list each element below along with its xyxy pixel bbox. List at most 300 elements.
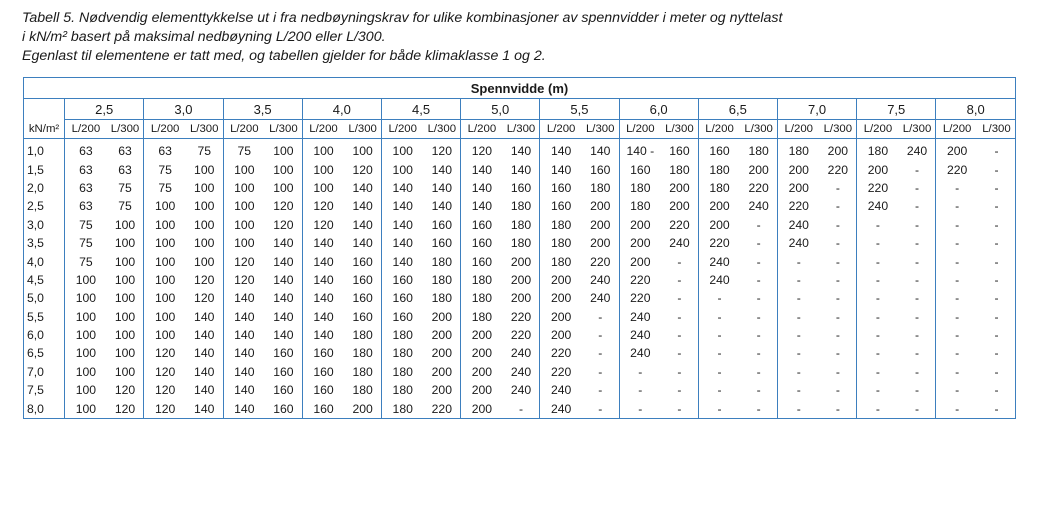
thickness-cell: 220 [503,308,540,326]
thickness-cell: 180 [619,197,661,215]
limit-l200-header: L/200 [302,120,344,139]
thickness-cell: - [698,344,740,362]
thickness-cell: 240 [857,197,899,215]
thickness-cell: - [661,271,698,289]
thickness-cell: 120 [302,216,344,234]
thickness-cell: 120 [344,160,381,178]
thickness-cell: 160 [344,252,381,270]
thickness-cell: 140 [381,216,423,234]
thickness-cell: - [698,308,740,326]
thickness-cell: - [857,234,899,252]
thickness-cell: - [899,234,936,252]
thickness-cell: 120 [265,216,302,234]
thickness-cell: 120 [144,399,186,418]
thickness-cell: 100 [265,139,302,161]
thickness-cell: 200 [461,363,503,381]
thickness-cell: - [777,252,819,270]
thickness-cell: 120 [144,344,186,362]
thickness-cell: 180 [381,363,423,381]
thickness-cell: 180 [857,139,899,161]
thickness-cell: - [936,308,978,326]
thickness-cell: 140 [223,308,265,326]
thickness-cell: 200 [344,399,381,418]
thickness-cell: - [936,252,978,270]
thickness-cell: 180 [540,234,582,252]
table-row [24,308,1016,326]
thickness-cell: 100 [107,216,144,234]
thickness-cell: - [582,381,619,399]
thickness-cell: 180 [503,197,540,215]
load-value: 5,5 [24,308,65,326]
thickness-cell: 100 [302,160,344,178]
thickness-cell: 160 [461,216,503,234]
thickness-cell: 200 [503,289,540,307]
limit-l200-header: L/200 [381,120,423,139]
thickness-cell: 140 [223,344,265,362]
thickness-cell: 160 [461,252,503,270]
thickness-cell: 63 [144,139,186,161]
thickness-cell: 140 [186,381,223,399]
thickness-cell: - [740,326,777,344]
thickness-cell: - [619,363,661,381]
thickness-cell: 160 [424,234,461,252]
thickness-cell: - [740,399,777,418]
table-row [24,344,1016,362]
thickness-cell: 75 [186,139,223,161]
thickness-cell: 180 [344,363,381,381]
load-value: 3,0 [24,216,65,234]
thickness-cell: 100 [381,160,423,178]
thickness-cell: - [777,326,819,344]
thickness-cell: 200 [461,344,503,362]
thickness-cell: 160 [619,160,661,178]
load-value: 3,5 [24,234,65,252]
limit-l200-header: L/200 [698,120,740,139]
thickness-cell: 200 [540,308,582,326]
thickness-cell: 180 [461,289,503,307]
thickness-cell: 63 [107,139,144,161]
thickness-cell: - [619,399,661,418]
thickness-cell: - [899,289,936,307]
thickness-cell: 160 [265,344,302,362]
thickness-cell: 180 [344,344,381,362]
thickness-cell: 180 [381,326,423,344]
table-row [24,381,1016,399]
thickness-cell: 140 [223,363,265,381]
thickness-cell: 140 [540,139,582,161]
thickness-cell: 160 [461,234,503,252]
thickness-cell: 240 [619,308,661,326]
thickness-cell: 100 [186,179,223,197]
thickness-cell: - [857,308,899,326]
thickness-cell: 200 [619,216,661,234]
limit-l300-header: L/300 [424,120,461,139]
table-row [24,289,1016,307]
thickness-cell: 200 [540,271,582,289]
thickness-cell: - [698,326,740,344]
thickness-cell: - [936,381,978,399]
thickness-cell: 240 [777,234,819,252]
thickness-cell: - [740,216,777,234]
thickness-cell: - [899,271,936,289]
thickness-cell: - [857,326,899,344]
thickness-cell: - [820,399,857,418]
thickness-cell: 63 [65,179,107,197]
thickness-cell: - [936,216,978,234]
thickness-cell: 140 [265,289,302,307]
span-value-header: 5,0 [461,99,540,120]
load-value: 6,0 [24,326,65,344]
thickness-cell: - [936,234,978,252]
thickness-cell: 140 [582,139,619,161]
thickness-cell: 180 [698,179,740,197]
thickness-cell: 240 [503,363,540,381]
thickness-cell: 63 [107,160,144,178]
thickness-cell: - [661,399,698,418]
thickness-cell: - [661,308,698,326]
thickness-cell: 100 [144,216,186,234]
thickness-cell: 100 [144,252,186,270]
thickness-cell: 220 [619,289,661,307]
load-value: 4,5 [24,271,65,289]
thickness-cell: - [857,252,899,270]
thickness-cell: 200 [424,308,461,326]
thickness-cell: 200 [661,197,698,215]
thickness-cell: 200 [503,252,540,270]
thickness-cell: 200 [461,381,503,399]
thickness-cell: 220 [540,363,582,381]
table-row [24,139,1016,161]
table-row [24,363,1016,381]
load-value: 2,0 [24,179,65,197]
thickness-cell: 160 [582,160,619,178]
thickness-cell: - [740,344,777,362]
thickness-cell: - [936,363,978,381]
thickness-cell: 140 [186,308,223,326]
thickness-cell: 200 [661,179,698,197]
span-value-header: 3,0 [144,99,223,120]
thickness-cell: 200 [582,234,619,252]
thickness-cell: 140 [461,160,503,178]
thickness-cell: - [978,344,1016,362]
thickness-cell: 140 [265,252,302,270]
thickness-cell: 220 [661,216,698,234]
thickness-cell: 120 [461,139,503,161]
thickness-cell: 120 [223,271,265,289]
thickness-cell: - [661,252,698,270]
thickness-cell: 100 [144,197,186,215]
thickness-cell: - [857,399,899,418]
thickness-cell: - [857,271,899,289]
thickness-cell: 100 [65,308,107,326]
thickness-cell: - [936,179,978,197]
span-header: Spennvidde (m) [24,78,1016,99]
thickness-cell: - [820,216,857,234]
limit-l200-header: L/200 [619,120,661,139]
table-row [24,326,1016,344]
thickness-cell: 100 [186,252,223,270]
thickness-cell: - [936,344,978,362]
thickness-cell: 140 [424,197,461,215]
thickness-cell: - [857,216,899,234]
thickness-cell: 140 [223,289,265,307]
thickness-cell: - [978,289,1016,307]
thickness-cell: - [582,326,619,344]
thickness-cell: - [978,179,1016,197]
thickness-cell: 140 [265,308,302,326]
thickness-cell: - [582,344,619,362]
thickness-cell: - [582,308,619,326]
span-value-header: 7,0 [777,99,856,120]
thickness-cell: 140 [381,179,423,197]
thickness-cell: 180 [381,399,423,418]
thickness-cell: 140 [186,399,223,418]
span-value-header: 8,0 [936,99,1016,120]
thickness-cell: 75 [65,252,107,270]
span-value-header: 6,0 [619,99,698,120]
load-value: 1,0 [24,139,65,161]
thickness-cell: 120 [302,197,344,215]
limit-l300-header: L/300 [186,120,223,139]
thickness-cell: - [582,399,619,418]
thickness-cell: 100 [65,271,107,289]
thickness-cell: 140 [540,160,582,178]
thickness-cell: - [820,234,857,252]
thickness-table [23,77,1016,419]
table-row [24,252,1016,270]
thickness-cell: - [978,234,1016,252]
limit-l200-header: L/200 [777,120,819,139]
thickness-cell: 140 [302,308,344,326]
limit-l200-header: L/200 [65,120,107,139]
table-row [24,271,1016,289]
thickness-cell: 120 [107,381,144,399]
thickness-cell: 180 [582,179,619,197]
limit-l300-header: L/300 [978,120,1016,139]
corner-cell [24,99,65,120]
load-value: 7,5 [24,381,65,399]
thickness-cell: - [740,271,777,289]
thickness-cell: 140 [302,234,344,252]
limit-l200-header: L/200 [223,120,265,139]
thickness-cell: - [978,197,1016,215]
thickness-cell: 180 [424,271,461,289]
thickness-cell: - [936,399,978,418]
thickness-cell: 160 [344,289,381,307]
thickness-cell: 180 [503,234,540,252]
load-value: 4,0 [24,252,65,270]
limit-l200-header: L/200 [144,120,186,139]
limit-l200-header: L/200 [936,120,978,139]
thickness-cell: 63 [65,197,107,215]
thickness-cell: 200 [936,139,978,161]
thickness-cell: 200 [857,160,899,178]
thickness-cell: - [899,252,936,270]
thickness-cell: - [936,289,978,307]
thickness-cell: 240 [540,381,582,399]
thickness-cell: 160 [381,289,423,307]
thickness-cell: 140 [265,326,302,344]
thickness-cell: 220 [740,179,777,197]
thickness-cell: - [978,139,1016,161]
thickness-cell: 100 [186,197,223,215]
thickness-cell: 160 [265,363,302,381]
thickness-cell: 160 [381,308,423,326]
thickness-cell: 180 [344,326,381,344]
thickness-cell: - [899,179,936,197]
span-value-header: 6,5 [698,99,777,120]
thickness-cell: 220 [503,326,540,344]
limit-l300-header: L/300 [899,120,936,139]
thickness-cell: - [777,289,819,307]
thickness-cell: - [698,381,740,399]
thickness-cell: 100 [302,139,344,161]
thickness-cell: 160 [344,308,381,326]
thickness-cell: 200 [540,326,582,344]
thickness-cell: 200 [582,216,619,234]
thickness-cell: 200 [582,197,619,215]
thickness-cell: 240 [503,344,540,362]
thickness-cell: - [820,197,857,215]
table-row [24,399,1016,418]
thickness-cell: - [857,289,899,307]
thickness-cell: - [740,234,777,252]
thickness-cell: 75 [107,179,144,197]
thickness-cell: - [899,197,936,215]
thickness-cell: 200 [424,344,461,362]
thickness-cell: - [740,363,777,381]
thickness-cell: 100 [144,289,186,307]
thickness-cell: - [661,326,698,344]
thickness-cell: 100 [65,326,107,344]
thickness-cell: 100 [223,216,265,234]
limit-l300-header: L/300 [661,120,698,139]
thickness-cell: 100 [107,271,144,289]
thickness-cell: - [698,399,740,418]
load-header: kN/m² [24,120,65,139]
thickness-cell: - [740,308,777,326]
thickness-cell: 160 [698,139,740,161]
limit-l300-header: L/300 [740,120,777,139]
thickness-cell: 100 [186,160,223,178]
thickness-cell: 240 [661,234,698,252]
thickness-cell: 160 [265,381,302,399]
thickness-cell: 100 [144,234,186,252]
caption-line-1: Tabell 5. Nødvendig elementtykkelse ut i fra nedbøyningskrav for ulike kombinasjoner av spennvidder i meter og nyttelast [22,10,783,26]
table-row [24,197,1016,215]
limit-l300-header: L/300 [344,120,381,139]
thickness-cell: 75 [144,160,186,178]
thickness-cell: 200 [740,160,777,178]
thickness-cell: - [820,363,857,381]
thickness-cell: - [899,344,936,362]
thickness-cell: - [899,381,936,399]
thickness-cell: 240 [698,252,740,270]
span-value-header: 2,5 [65,99,144,120]
thickness-cell: - [978,216,1016,234]
thickness-cell: - [777,271,819,289]
thickness-cell: 140 [461,197,503,215]
thickness-cell: - [661,289,698,307]
thickness-cell: 120 [107,399,144,418]
thickness-cell: 200 [619,234,661,252]
thickness-cell: 140 [302,252,344,270]
thickness-cell: - [820,271,857,289]
thickness-cell: 140 [223,381,265,399]
thickness-cell: 100 [65,381,107,399]
load-value: 5,0 [24,289,65,307]
thickness-cell: 100 [223,160,265,178]
thickness-cell: 180 [698,160,740,178]
thickness-cell: 140 [503,160,540,178]
thickness-cell: - [820,308,857,326]
thickness-cell: 220 [540,344,582,362]
thickness-cell: 240 [582,289,619,307]
thickness-cell: 140 [461,179,503,197]
thickness-cell: - [857,344,899,362]
thickness-cell: 200 [777,160,819,178]
thickness-cell: - [777,363,819,381]
thickness-cell: - [820,289,857,307]
thickness-cell: - [661,381,698,399]
thickness-cell: 180 [777,139,819,161]
thickness-cell: 240 [503,381,540,399]
thickness-cell: 240 [619,344,661,362]
thickness-cell: - [899,363,936,381]
thickness-cell: 160 [540,179,582,197]
limit-l300-header: L/300 [265,120,302,139]
caption-line-3: Egenlast til elementene er tatt med, og tabellen gjelder for både klimaklasse 1 og 2. [22,47,546,64]
thickness-cell: - [978,363,1016,381]
thickness-cell: 140 [344,179,381,197]
thickness-cell: 200 [461,326,503,344]
thickness-cell: 200 [698,197,740,215]
thickness-cell: - [503,399,540,418]
thickness-cell: - [698,363,740,381]
table-caption [22,9,1022,65]
thickness-cell: 120 [144,363,186,381]
thickness-cell: 75 [144,179,186,197]
thickness-cell: 100 [107,234,144,252]
thickness-cell: 100 [107,308,144,326]
span-value-header: 5,5 [540,99,619,120]
thickness-cell: 100 [186,216,223,234]
thickness-cell: 200 [424,381,461,399]
thickness-cell: 200 [424,363,461,381]
thickness-cell: 75 [107,197,144,215]
span-value-header: 4,0 [302,99,381,120]
thickness-cell: 160 [661,139,698,161]
thickness-cell: - [899,399,936,418]
thickness-cell: 240 [540,399,582,418]
thickness-cell: 120 [265,197,302,215]
thickness-cell: 100 [107,326,144,344]
thickness-cell: 100 [144,308,186,326]
thickness-cell: - [899,216,936,234]
thickness-cell: 100 [265,179,302,197]
thickness-cell: 140 [302,326,344,344]
thickness-cell: 160 [302,381,344,399]
thickness-cell: 180 [540,216,582,234]
thickness-cell: 180 [619,179,661,197]
thickness-cell: 140 [344,216,381,234]
thickness-cell: - [777,344,819,362]
thickness-cell: - [936,326,978,344]
thickness-cell: - [777,308,819,326]
thickness-cell: - [899,160,936,178]
thickness-cell: 200 [461,399,503,418]
thickness-cell: - [978,252,1016,270]
